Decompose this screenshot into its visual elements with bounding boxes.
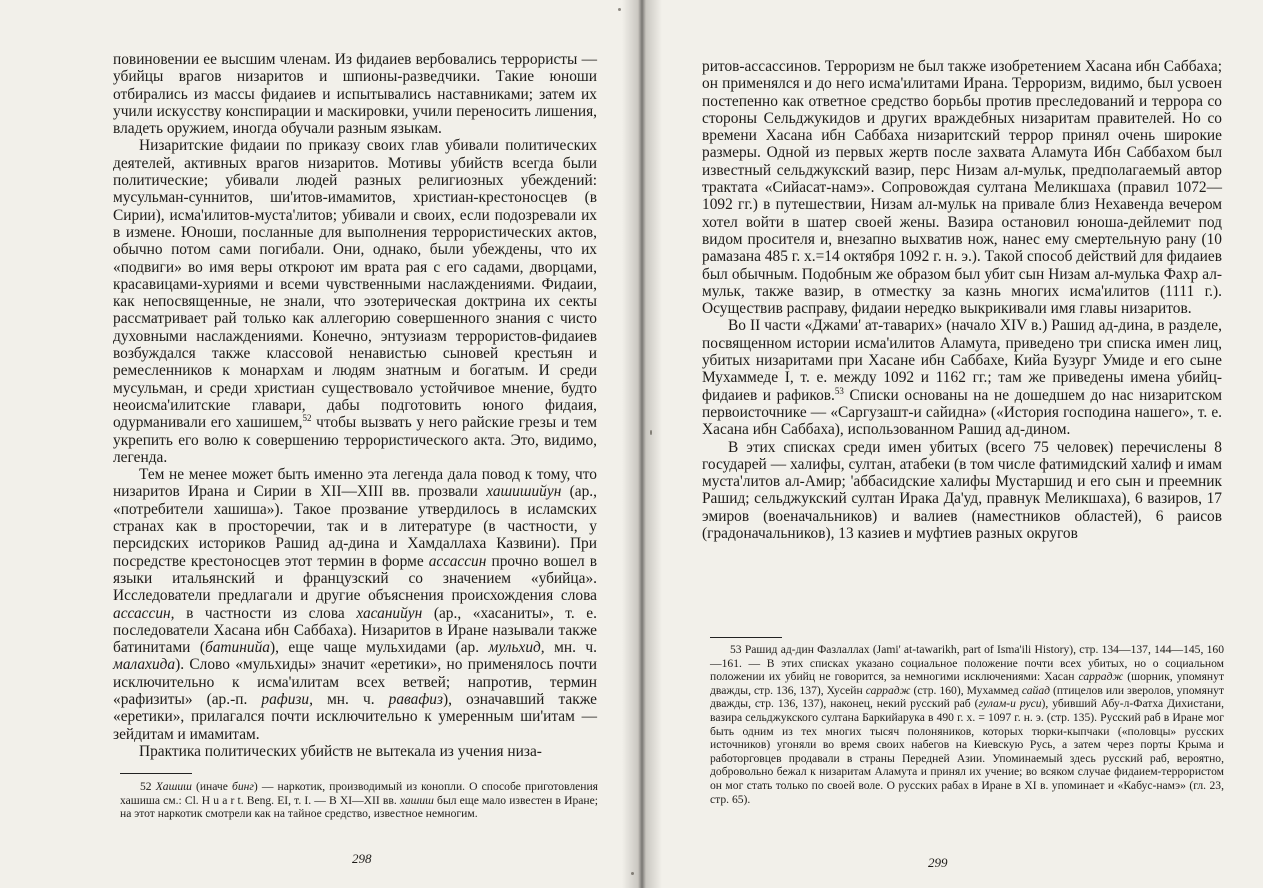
text: ). Слово «мульхиды» значит «еретики», но применялось почти исключительно к исма'илитам всех ветвей; напротив, термин «рафизиты» (ар.-п.	[113, 656, 597, 708]
italic-term: сайад	[1021, 683, 1050, 697]
paragraph	[113, 137, 597, 466]
footnote-number: 53	[730, 643, 742, 656]
footnote-rule	[120, 773, 192, 774]
text: Низаритские фидаии по приказу своих глав убивали политических деятелей, активных врагов низаритов. Мотивы убийств всегда были политические; убивали людей разных религиозных убеждений: мусульман-суннитов, ши'итов-имамитов, христиан-крестоносцев (в Сирии), исма'илитов-муста'литов; убивали и своих, если подозревали их в измене. Юноши, посланные для выполнения террористических актов, обычно потом сами погибали. Они, однако, были убеждены, что их «подвиги» во имя веры откроют им врата рая с его садами, дворцами, красавицами-хуриями и всеми чувственными наслаждениями. Фидаии, как непосвященные, не знали, что эзотерическая доктрина их секты рассматривает рай только как аллегорию совершенного знания с чисто духовными наслаждениями. Конечно, энтузиазм террористов-фидаиев возбуждался также классовой ненавистью сыновей крестьян и ремесленников к монархам и людям знатным и богатым. И среди мусульман, и среди христиан существовало устойчивое мнение, будто неоисма'илитские главари, дабы подготовить юного фидаия, одурманивали его хашишем,	[113, 137, 597, 432]
italic-term: саррадж	[1078, 670, 1124, 684]
text: ) — наркотик, производимый из конопли. О способе приготовления хашиша см.: Cl. H u a r t. Beng. EI, т. I. — В XI—XII вв.	[120, 780, 598, 807]
text: (стр. 160), Мухаммед	[910, 683, 1022, 697]
italic-term: бинг	[232, 780, 254, 793]
text: прочно вошел в языки итальянский и французский со значением «убийца». Исследователи предлагали и другие объяснения происхождения слова	[113, 552, 597, 605]
text: в частности из слова	[186, 604, 345, 622]
left-footnotes	[120, 780, 598, 821]
text: мн. ч.	[327, 690, 375, 708]
italic-term: малахида	[113, 656, 176, 674]
italic-term: ассассин	[428, 552, 487, 570]
text: Рашид ад-дин Фазлаллах (Jami' at-tawarikh, part of Isma'ili History), стр. 134—137, 144—145, 160—161. — В этих списках указано социальное положение почти всех убитых, но о социальном положении их убийц не говорится, за немногими исключениями: Хасан	[710, 643, 1224, 684]
right-page	[640, 0, 1263, 888]
scan-speck	[618, 8, 621, 11]
footnote-number: 52	[140, 780, 152, 793]
text: (птицелов или зверолов, упомянут дважды, стр. 136, 137), наконец, некий русский раб (	[710, 683, 1225, 711]
footnote-ref: 53	[834, 385, 844, 396]
italic-term: равафиз	[388, 690, 443, 708]
text: повиновении ее высшим членам. Из фидаиев вербовались террористы — убийцы врагов низаритов и шпионы-разведчики. Такие юноши отбирались из массы фидаиев и испытывались наставниками; затем их учили искусству конспирации и маскировки, учили переносить лишения, владеть оружием, иногда обучали разным языкам.	[113, 51, 597, 138]
footnote	[120, 780, 598, 821]
footnote	[710, 643, 1224, 806]
text: ), убивший Абу-л-Фатха Дихистани, вазира сельджукского султана Баркийарука в 490 г. х. = 1097 г. н. э. (стр. 135). Русский раб в Иране мог быть одним из тех многих тысяч полоняников, которых тюрки-кыпчаки («половцы» русских источников) угоняли во время своих набегов на Киевскую Русь, а затем через порты Крыма и работорговцев продавали в страны Передней Азии. Упоминаемый здесь русский раб, вероятно, добровольно бежал к низаритам Аламута и принял их учение; во всяком случае фидаием-террористом он мог стать только по своей воле. О русских рабах в Иране в XI в. упоминает и «Кабус-намэ» (гл. 23, стр. 65).	[710, 697, 1225, 806]
footnote-rule	[710, 637, 782, 638]
paragraph	[702, 58, 1222, 317]
text: (шорник, упомянут дважды, стр. 136, 137), Хусейн	[710, 670, 1225, 697]
text: ), означавший также «еретики», прилагался почти исключительно к умеренным ши'итам — зейдитам и имамитам.	[113, 690, 597, 743]
italic-term: мульхид,	[488, 639, 545, 657]
text: (ар., «потребители хашиша»). Такое прозвание утвердилось в исламских странах как в просторечии, так и в литературе (в частности, у персидских историков Рашид ад-дина и Хамдаллаха Казвини). При посредстве крестоносцев этот термин в форме	[113, 483, 597, 570]
italic-term: Хашиш	[155, 780, 192, 793]
text: В этих списках среди имен убитых (всего 75 человек) перечислены 8 государей — халифы, султан, атабеки (в том числе фатимидский халиф и имам муста'литов ал-Амир; 'аббасидские халифы Мустаршид и его сын и преемник Рашид; сельджукский султан Ирака Да'уд, правнук Меликшаха), 6 вазиров, 17 эмиров (военачальников) и валиев (наместников областей), 6 раисов (градоначальников), 13 казиев и муфтиев разных округов	[702, 438, 1222, 543]
text: мн. ч.	[554, 639, 597, 657]
text: был еще мало известен в Иране; на этот наркотик смотрели как на тайное средство, известное немногим.	[120, 793, 598, 821]
text: Во II части «Джами' ат-таварих» (начало XIV в.) Рашид ад-дина, в разделе, посвященном истории исма'илитов Аламута, приведено три списка имен лиц, убитых низаритами при Хасане ибн Саббахе, Кийа Бузург Умиде и его сыне Мухаммеде I, т. е. между 1092 и 1162 гг.; там же приведены имена убийц-фидаиев и рафиков.	[702, 317, 1222, 404]
italic-term: батинийа	[205, 639, 270, 657]
text: Списки основаны на не дошедшем до нас низаритском первоисточнике — «Саргузашт-и сайидна» («История господина нашего», т. е. Хасана ибн Саббаха), использованном Рашид ад-дином.	[702, 386, 1222, 439]
italic-term: гулам-и руси	[978, 697, 1042, 711]
left-page-body	[113, 51, 597, 760]
page-number: 299	[928, 855, 948, 870]
text: Практика политических убийств не вытекала из учения низа-	[139, 742, 542, 760]
right-footnotes	[710, 643, 1224, 806]
right-page-body	[702, 58, 1222, 542]
paragraph	[702, 317, 1222, 438]
text: (иначе	[191, 780, 232, 793]
paragraph	[113, 51, 597, 137]
book-gutter	[622, 0, 662, 888]
text: чтобы вызвать у него райские грезы и тем укрепить его волю к совершению террористического акта. Это, видимо, легенда.	[113, 414, 597, 466]
italic-term: хашишийун	[486, 483, 562, 501]
text: Тем не менее может быть именно эта легенда дала повод к тому, что низаритов Ирана и Сирии в XII—XIII вв. прозвали	[113, 466, 597, 501]
italic-term: саррадж	[865, 683, 911, 697]
text: ), еще чаще мульхидами (ар.	[269, 639, 480, 657]
paragraph	[113, 466, 597, 743]
scan-speck	[650, 430, 652, 435]
italic-term: хасанийун	[356, 604, 423, 622]
scan-speck	[631, 872, 634, 875]
text: (ар., «хасаниты», т. е. последователи Хасана ибн Саббаха). Низаритов в Иране называли также батинитами (	[113, 604, 597, 657]
paragraph	[702, 439, 1222, 543]
italic-term: хашиш	[399, 793, 434, 807]
italic-term: рафизи,	[261, 690, 313, 708]
paragraph	[113, 743, 597, 760]
italic-term: ассассин,	[113, 604, 175, 622]
text: ритов-ассассинов. Терроризм не был также изобретением Хасана ибн Саббаха; он применялся и до него исма'илитами Ирана. Терроризм, видимо, был усвоен постепенно как ответное средство борьбы против преследований и террора со стороны Сельджукидов и других враждебных низаритам правителей. Но со времени Хасана ибн Саббаха низаритский террор принял очень широкие размеры. Одной из первых жертв после захвата Аламута Ибн Саббахом был известный сельджукский вазир, перс Низам ал-мульк, предполагаемый автор трактата «Сийасат-намэ». Сопровождая султана Меликшаха (правил 1072—1092 гг.) в путешествии, Низам ал-мульк на привале близ Нехавенда вечером хотел войти в шатер своей жены. Вазира остановил юноша-дейлемит под видом просителя и, внезапно выхватив нож, нанес ему смертельную рану (10 рамазана 485 г. х.=14 октября 1092 г. н. э.). Такой способ действий для фидаиев был обычным. Подобным же образом был убит сын Низам ал-мулька Фахр ал-мульк, также вазир, в отместку за казнь многих исма'илитов (1111 г.). Осуществив расправу, фидаии нередко выкрикивали имя главы низаритов.	[702, 58, 1222, 318]
footnote-ref: 52	[302, 413, 312, 424]
page-number: 298	[352, 851, 372, 866]
